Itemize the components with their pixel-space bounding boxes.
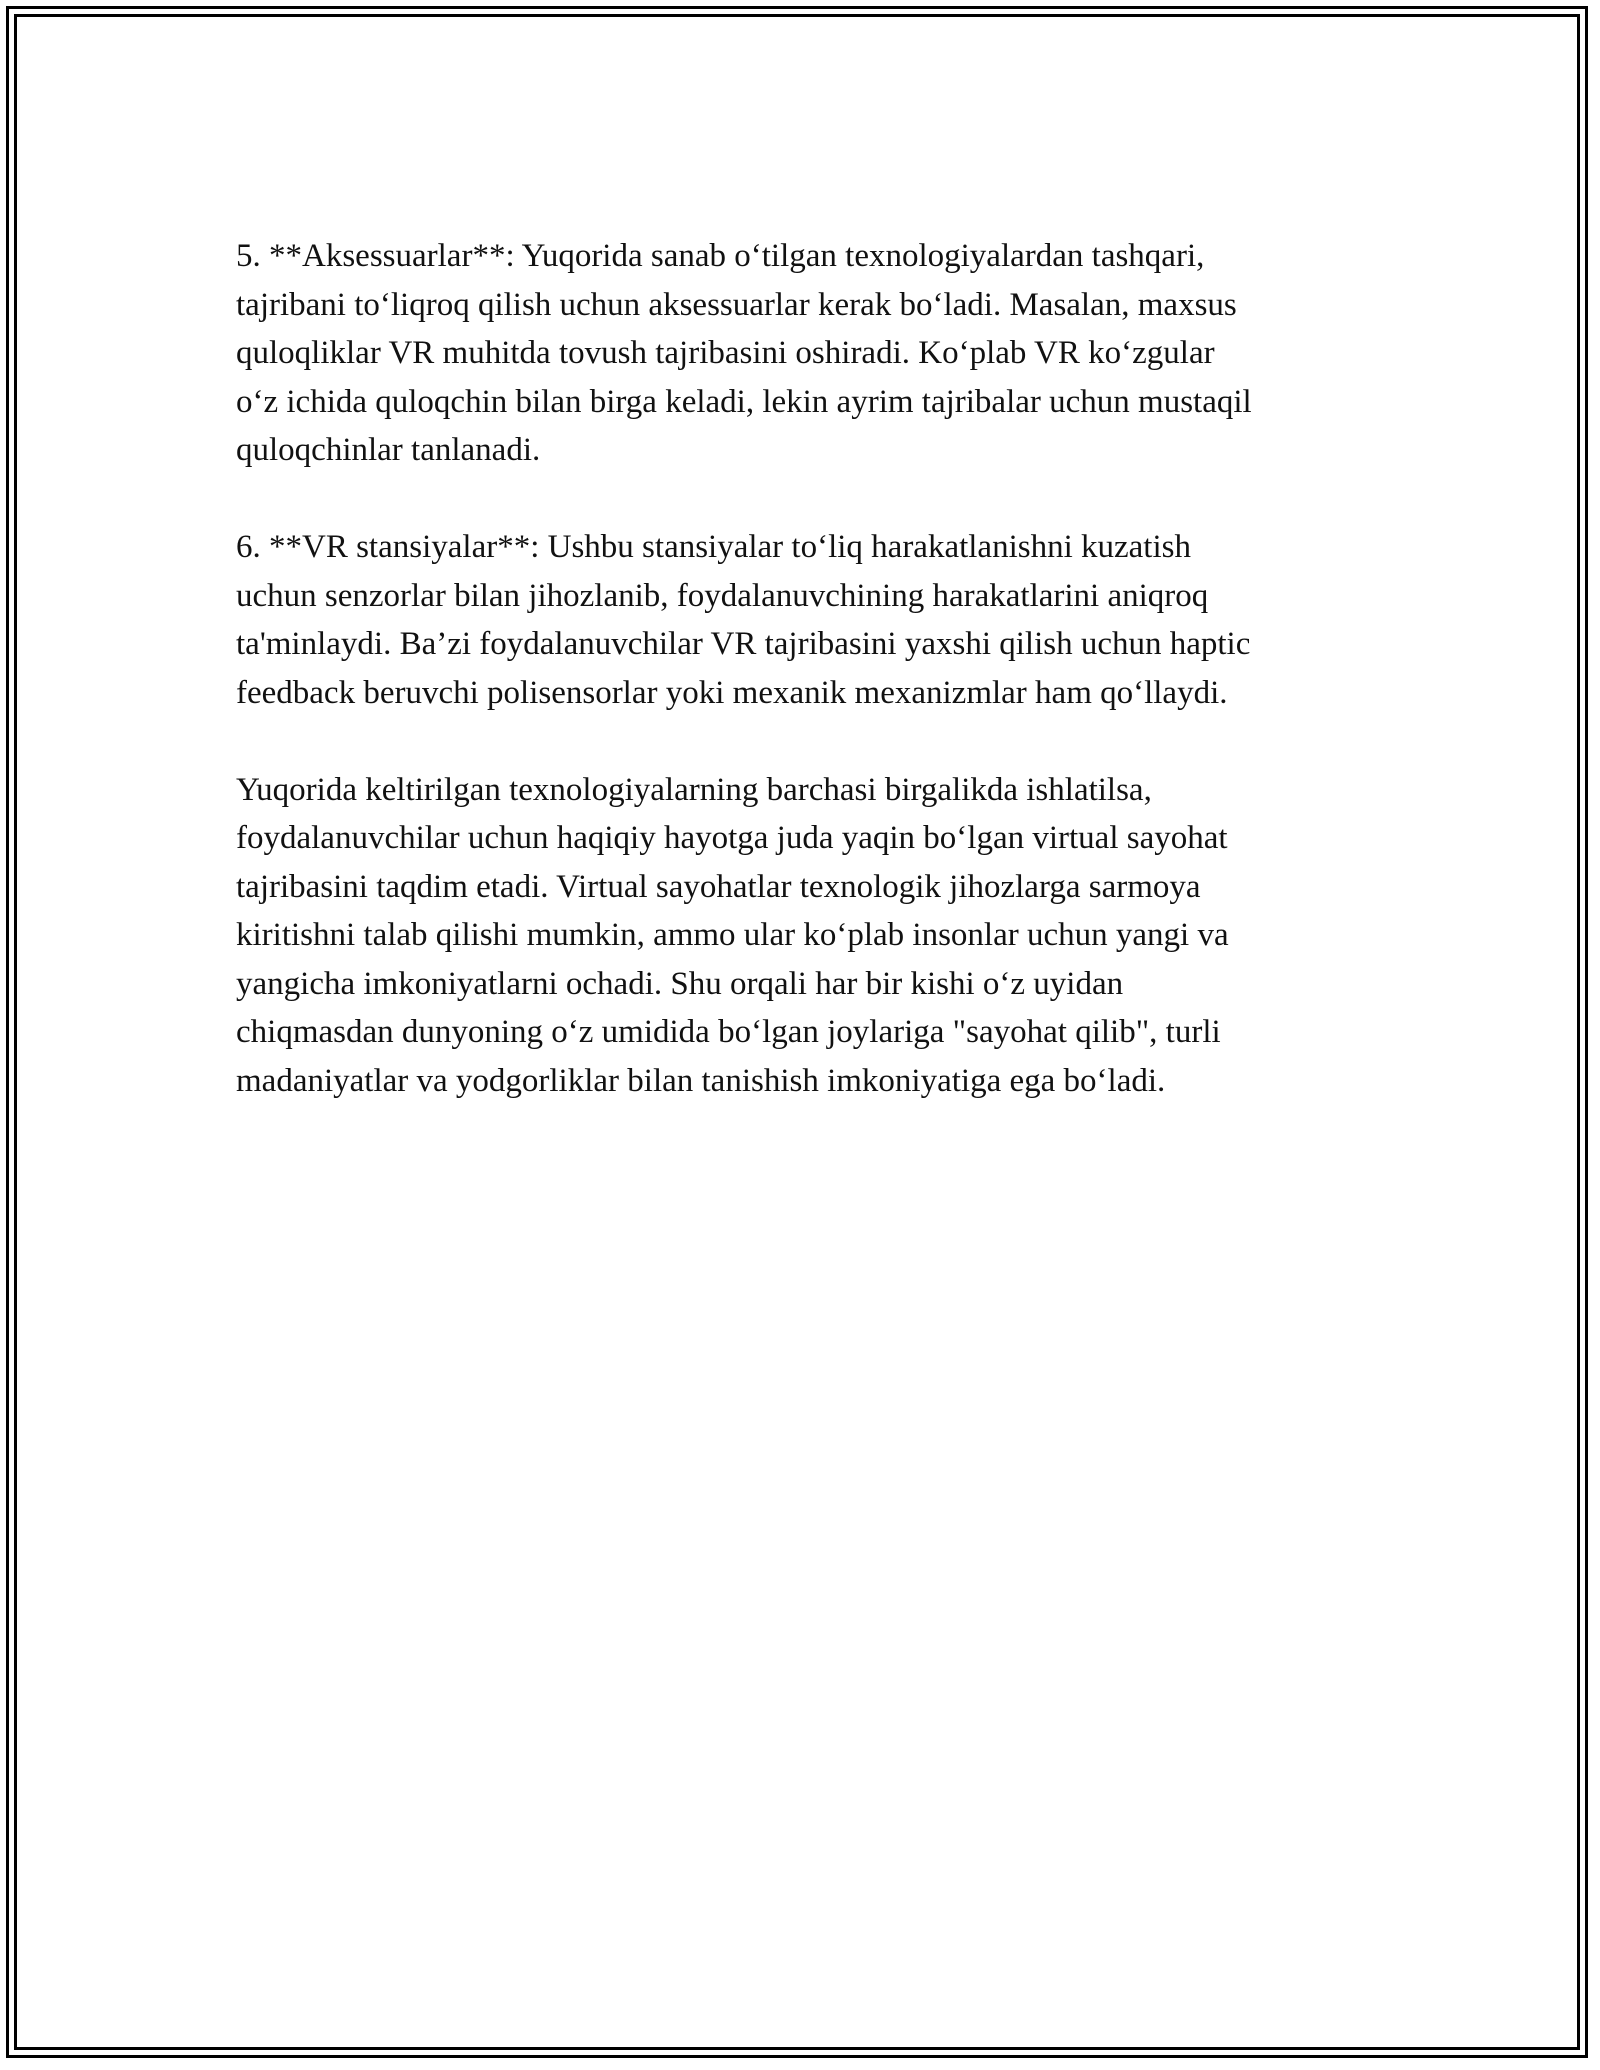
paragraph-vr-stations: [236, 523, 1386, 717]
text-line: madaniyatlar va yodgorliklar bilan tanishish imkoniyatiga ega bo‘ladi.: [236, 1062, 1166, 1099]
text-line: quloqchinlar tanlanadi.: [236, 432, 541, 468]
paragraph-accessories: [236, 232, 1386, 475]
text-line: tajribasini taqdim etadi. Virtual sayohatlar texnologik jihozlarga sarmoya: [236, 868, 1201, 905]
text-line: chiqmasdan dunyoning o‘z umidida bo‘lgan joylariga "sayohat qilib", turli: [236, 1014, 1221, 1050]
text-line: feedback beruvchi polisensorlar yoki mexanik mexanizmlar ham qo‘llaydi.: [236, 674, 1228, 711]
text-line: tajribani to‘liqroq qilish uchun aksessuarlar kerak bo‘ladi. Masalan, maxsus: [236, 286, 1237, 323]
text-line: uchun senzorlar bilan jihozlanib, foydalanuvchining harakatlarini aniqroq: [236, 577, 1209, 614]
text-line: Yuqorida keltirilgan texnologiyalarning barchasi birgalikda ishlatilsa,: [236, 771, 1152, 808]
document-body: [236, 232, 1386, 1154]
text-line: o‘z ichida quloqchin bilan birga keladi, lekin ayrim tajribalar uchun mustaqil: [236, 383, 1252, 420]
text-line: yangicha imkoniyatlarni ochadi. Shu orqali har bir kishi o‘z uyidan: [236, 965, 1124, 1002]
text-line: kiritishni talab qilishi mumkin, ammo ular ko‘plab insonlar uchun yangi va: [236, 917, 1229, 953]
text-line: 5. **Aksessuarlar**: Yuqorida sanab o‘tilgan texnologiyalardan tashqari,: [236, 238, 1205, 274]
text-line: ta'minlaydi. Ba’zi foydalanuvchilar VR tajribasini yaxshi qilish uchun haptic: [236, 626, 1251, 662]
text-line: 6. **VR stansiyalar**: Ushbu stansiyalar to‘liq harakatlanishni kuzatish: [236, 529, 1191, 565]
text-line: foydalanuvchilar uchun haqiqiy hayotga juda yaqin bo‘lgan virtual sayohat: [236, 820, 1228, 856]
paragraph-conclusion: [236, 766, 1386, 1106]
text-line: quloqliklar VR muhitda tovush tajribasini oshiradi. Ko‘plab VR ko‘zgular: [236, 335, 1215, 371]
